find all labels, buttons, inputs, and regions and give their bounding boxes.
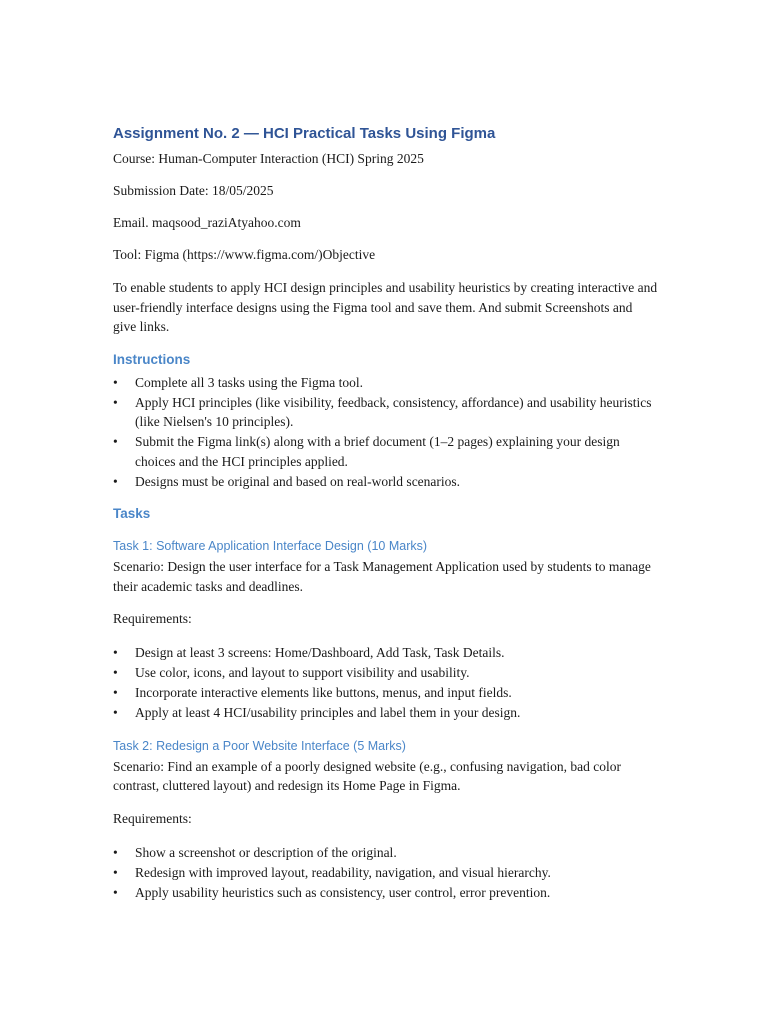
task2-title: Task 2: Redesign a Poor Website Interface (5 Marks) xyxy=(113,738,406,753)
list-item xyxy=(113,373,658,393)
task1-scenario: Scenario: Design the user interface for a Task Management Application used by students to manage their academic tasks and deadlines. xyxy=(113,559,651,594)
bullet-icon: • xyxy=(113,434,118,449)
bullet-icon: • xyxy=(113,394,118,410)
email-line: Email. maqsood_raziAtyahoo.com xyxy=(113,215,301,230)
list-item xyxy=(113,663,658,683)
list-item xyxy=(113,863,658,883)
list-item xyxy=(113,883,658,903)
list-item xyxy=(113,843,658,863)
bullet-icon: • xyxy=(113,374,118,390)
tasks-heading: Tasks xyxy=(113,506,151,521)
list-item-text: Apply HCI principles (like visibility, feedback, consistency, affordance) and usability heuristics (like Nielsen's 10 principles). xyxy=(135,394,652,429)
task1-title: Task 1: Software Application Interface Design (10 Marks) xyxy=(113,539,428,553)
task2-scenario: Scenario: Find an example of a poorly designed website (e.g., confusing navigation, bad color contrast, cluttered layout) and redesign its Home Page in Figma. xyxy=(113,758,621,793)
list-item-text: Submit the Figma link(s) along with a brief document (1–2 pages) explaining your design choices and the HCI principles applied. xyxy=(135,434,620,469)
bullet-icon: • xyxy=(113,884,118,900)
list-item-text: Apply usability heuristics such as consistency, user control, error prevention. xyxy=(135,884,551,900)
list-item-text: Apply at least 4 HCI/usability principles and label them in your design. xyxy=(135,705,521,720)
bullet-icon: • xyxy=(113,473,118,489)
task1-requirements-label: Requirements: xyxy=(113,611,192,626)
list-item-text: Incorporate interactive elements like buttons, menus, and input fields. xyxy=(135,685,512,700)
bullet-icon: • xyxy=(113,864,118,880)
list-item-text: Use color, icons, and layout to support visibility and usability. xyxy=(135,665,470,680)
course-line: Course: Human-Computer Interaction (HCI) Spring 2025 xyxy=(113,151,424,166)
instructions-heading: Instructions xyxy=(113,351,191,367)
list-item xyxy=(113,643,658,663)
objective-paragraph: To enable students to apply HCI design principles and usability heuristics by creating interactive and user-friendly interface designs using the Figma tool and save them. And submit Screenshots and give links. xyxy=(113,280,658,334)
tool-line: Tool: Figma (https://www.figma.com/)Objective xyxy=(113,247,376,262)
bullet-icon: • xyxy=(113,844,118,860)
list-item xyxy=(113,472,658,492)
bullet-icon: • xyxy=(113,685,118,700)
document-page xyxy=(113,124,658,916)
list-item-text: Redesign with improved layout, readability, navigation, and visual hierarchy. xyxy=(135,864,551,880)
list-item-text: Designs must be original and based on real-world scenarios. xyxy=(135,473,461,489)
document-title: Assignment No. 2 — HCI Practical Tasks Using Figma xyxy=(113,125,496,142)
list-item-text: Design at least 3 screens: Home/Dashboard, Add Task, Task Details. xyxy=(135,645,505,660)
list-item xyxy=(113,683,658,703)
task1-requirements-list xyxy=(113,643,658,723)
instructions-list xyxy=(113,373,658,492)
list-item xyxy=(113,393,658,432)
list-item-text: Complete all 3 tasks using the Figma tool. xyxy=(135,374,363,390)
task2-requirements-label: Requirements: xyxy=(113,810,192,826)
submission-date-line: Submission Date: 18/05/2025 xyxy=(113,183,274,198)
list-item xyxy=(113,703,658,723)
list-item xyxy=(113,432,658,471)
bullet-icon: • xyxy=(113,705,118,720)
list-item-text: Show a screenshot or description of the original. xyxy=(135,844,397,860)
task2-requirements-list xyxy=(113,843,658,903)
bullet-icon: • xyxy=(113,665,118,680)
bullet-icon: • xyxy=(113,645,118,660)
